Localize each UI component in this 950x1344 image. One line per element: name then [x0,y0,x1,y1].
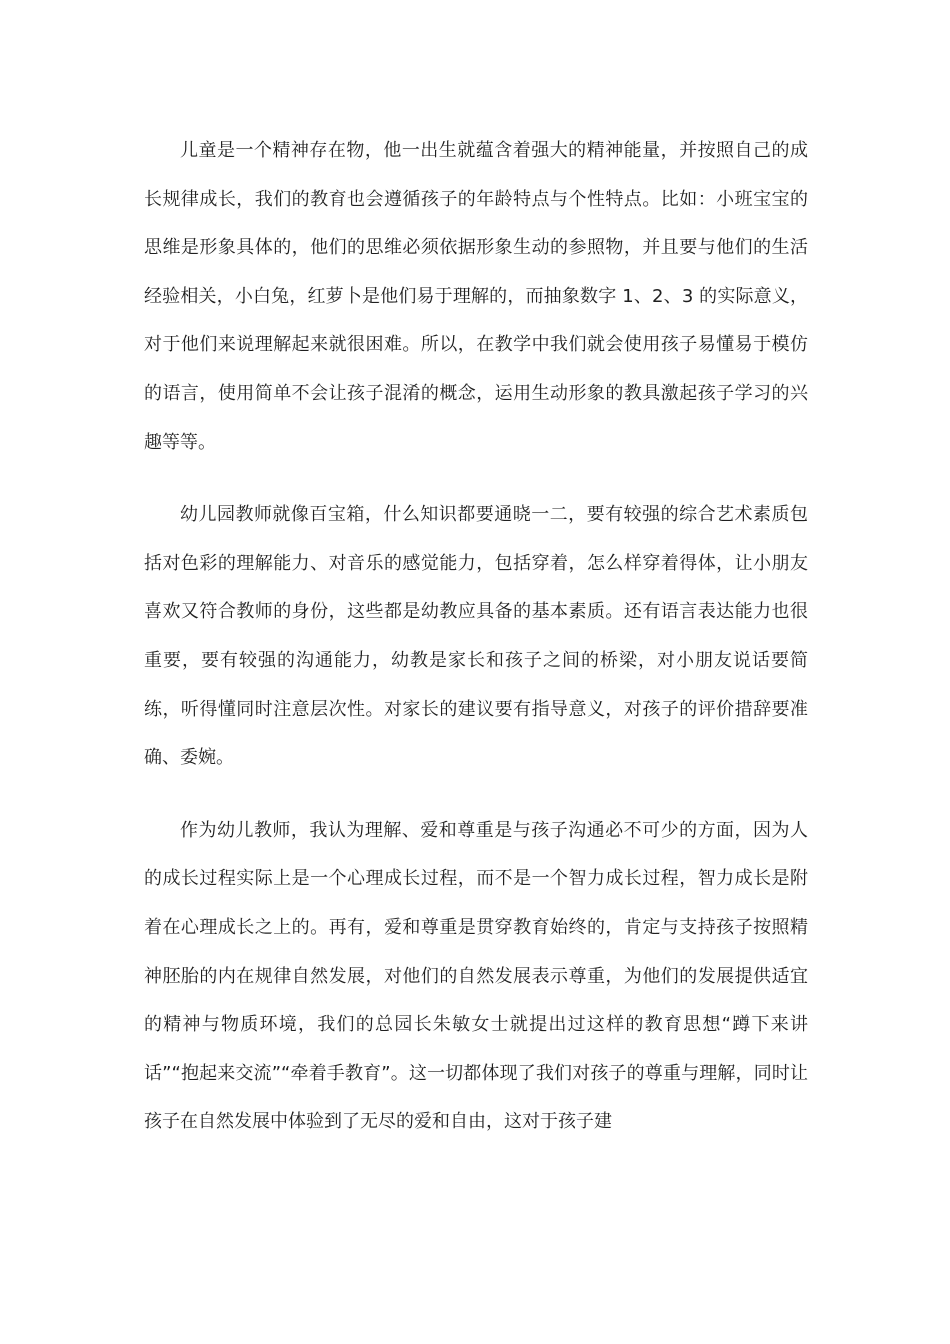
document-body [144,127,808,1147]
paragraph-1: 儿童是一个精神存在物，他一出生就蕴含着强大的精神能量，并按照自己的成长规律成长，我们的教育也会遵循孩子的年龄特点与个性特点。比如：小班宝宝的思维是形象具体的，他们的思维必须依据形象生动的参照物，并且要与他们的生活经验相关，小白兔，红萝卜是他们易于理解的，而抽象数字 1、2、3 的实际意义，对于他们来说理解起来就很困难。所以，在教学中我们就会使用孩子易懂易于模仿的语言，使用简单不会让孩子混淆的概念，运用生动形象的教具激起孩子学习的兴趣等等。 [144,140,808,453]
paragraph-2: 幼儿园教师就像百宝箱，什么知识都要通晓一二，要有较强的综合艺术素质包括对色彩的理解能力、对音乐的感觉能力，包括穿着，怎么样穿着得体，让小朋友喜欢又符合教师的身份，这些都是幼教应具备的基本素质。还有语言表达能力也很重要，要有较强的沟通能力，幼教是家长和孩子之间的桥梁，对小朋友说话要简练，听得懂同时注意层次性。对家长的建议要有指导意义，对孩子的评价措辞要准确、委婉。 [144,504,808,769]
paragraph-3: 作为幼儿教师，我认为理解、爱和尊重是与孩子沟通必不可少的方面，因为人的成长过程实际上是一个心理成长过程，而不是一个智力成长过程，智力成长是附着在心理成长之上的。再有，爱和尊重是贯穿教育始终的，肯定与支持孩子按照精神胚胎的内在规律自然发展，对他们的自然发展表示尊重，为他们的发展提供适宜的精神与物质环境，我们的总园长朱敏女士就提出过这样的教育思想“蹲下来讲话”“抱起来交流”“牵着手教育”。这一切都体现了我们对孩子的尊重与理解，同时让孩子在自然发展中体验到了无尽的爱和自由，这对于孩子建 [144,819,808,1133]
